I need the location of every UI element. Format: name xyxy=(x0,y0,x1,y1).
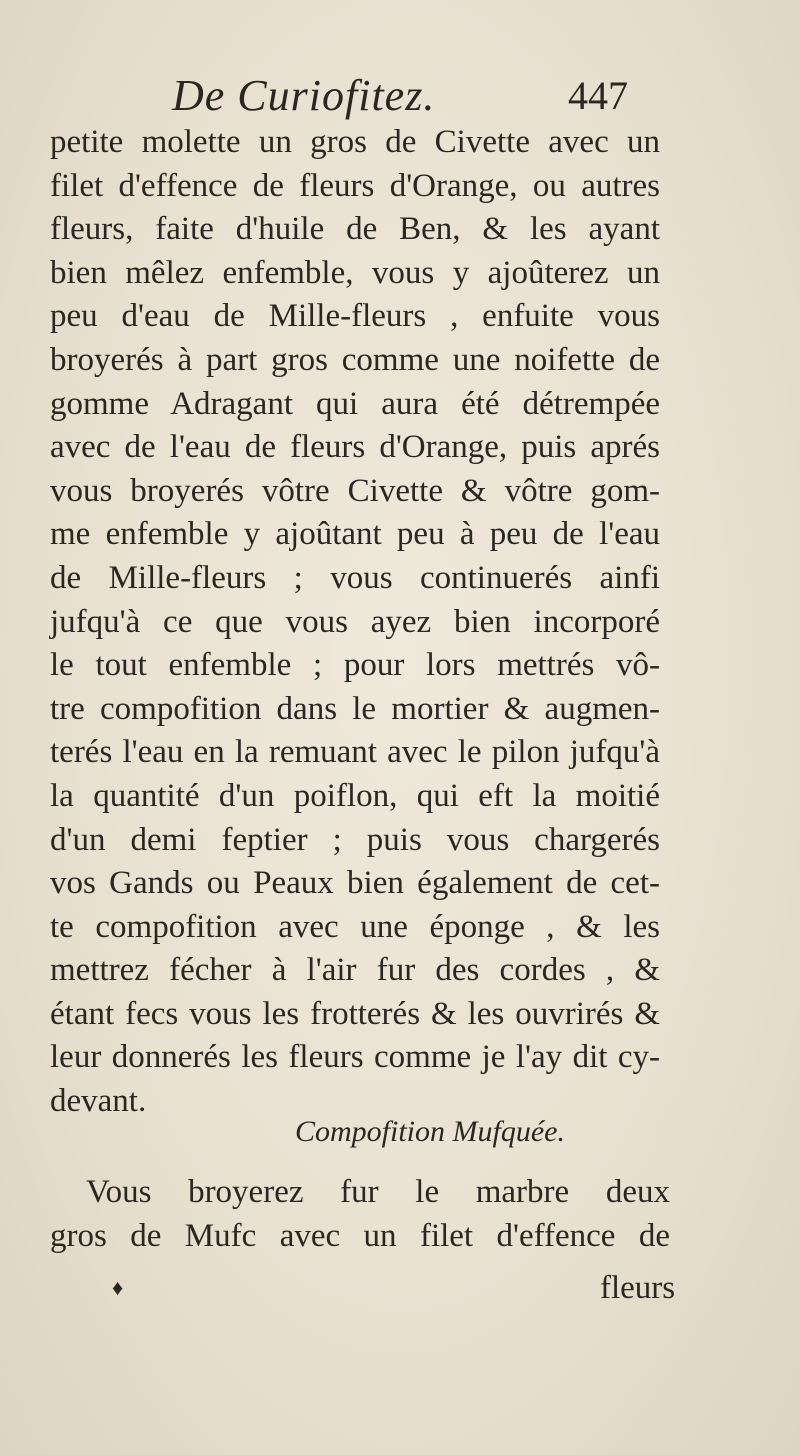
section-heading xyxy=(0,1112,800,1152)
text-line: petite molette un gros de Civette avec un xyxy=(50,124,660,160)
text-line: d'un demi feptier ; puis vous chargerés xyxy=(50,821,660,858)
text-line: te compofition avec une éponge , & les xyxy=(50,908,660,945)
text-line: de Mille-fleurs ; vous continuerés ainfi xyxy=(50,559,660,596)
text-line: broyerés à part gros comme une noifette de xyxy=(50,341,660,378)
text-line: bien mêlez enfemble, vous y ajoûterez un xyxy=(50,254,660,291)
page-footer xyxy=(0,1266,800,1310)
text-line: vos Gands ou Peaux bien également de cet- xyxy=(50,865,660,902)
signature-mark: ♦ xyxy=(112,1275,124,1300)
text-line: devant. xyxy=(50,1083,147,1120)
text-line: le tout enfemble ; pour lors mettrés vô- xyxy=(50,647,660,684)
text-line: Vous broyerez fur le marbre deux xyxy=(86,1174,670,1210)
text-line: la quantité d'un poiflon, qui eft la moitié xyxy=(50,777,660,814)
page-header xyxy=(0,68,800,124)
text-line: étant fecs vous les frotterés & les ouvrirés & xyxy=(50,995,660,1032)
text-line: tre compofition dans le mortier & augmen- xyxy=(50,690,660,727)
page-number: 447 xyxy=(568,73,628,118)
paragraph-1 xyxy=(50,121,660,1124)
text-line: jufqu'à ce que vous ayez bien incorporé xyxy=(50,603,660,640)
text-line: fleurs, faite d'huile de Ben, & les ayant xyxy=(50,211,660,248)
catchword: fleurs xyxy=(600,1270,676,1306)
paragraph-2 xyxy=(50,1171,670,1258)
text-line: vous broyerés vôtre Civette & vôtre gom- xyxy=(50,472,660,509)
text-line: terés l'eau en la remuant avec le pilon jufqu'à xyxy=(50,734,660,771)
text-line: filet d'effence de fleurs d'Orange, ou autres xyxy=(50,167,660,204)
text-line: peu d'eau de Mille-fleurs , enfuite vous xyxy=(50,298,660,335)
section-heading-text: Compofition Mufquée. xyxy=(295,1115,565,1148)
text-line: me enfemble y ajoûtant peu à peu de l'eau xyxy=(50,516,660,553)
running-title: De Curiofitez. xyxy=(172,71,436,120)
text-line: gomme Adragant qui aura été détrempée xyxy=(50,385,660,422)
text-line: leur donnerés les fleurs comme je l'ay dit cy- xyxy=(50,1039,660,1076)
text-line: avec de l'eau de fleurs d'Orange, puis aprés xyxy=(50,429,660,466)
text-line: mettrez fécher à l'air fur des cordes , & xyxy=(50,952,660,989)
text-line: gros de Mufc avec un filet d'effence de xyxy=(50,1217,670,1254)
